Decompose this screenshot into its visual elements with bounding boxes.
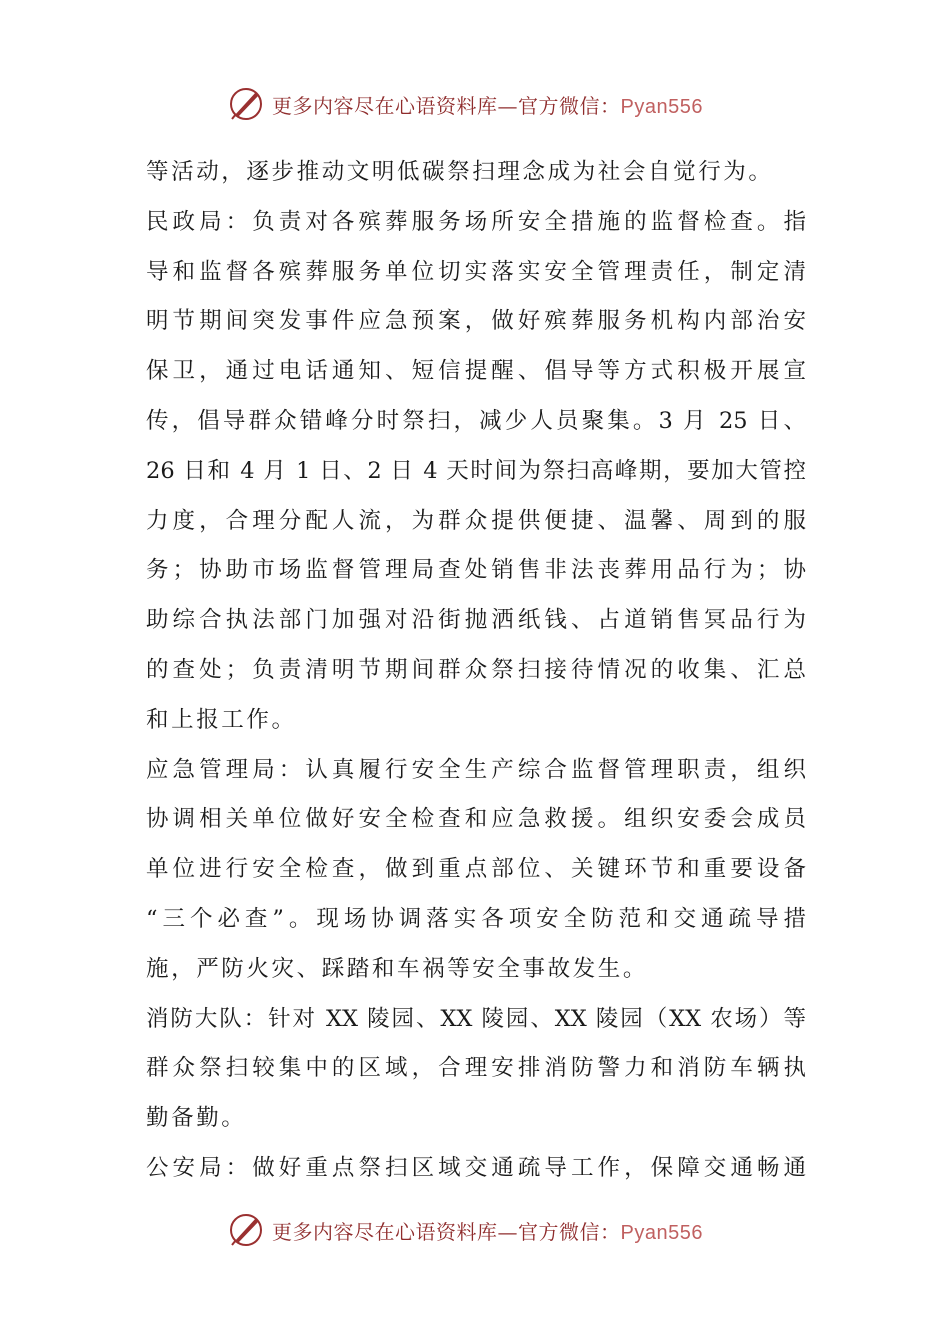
text-line: 协调相关单位做好安全检查和应急救援。组织安委会成员: [146, 806, 806, 833]
banner-text: [272, 90, 703, 119]
text-line: 和上报工作。: [146, 706, 297, 733]
wechat-id: Pyan556: [620, 95, 703, 118]
wechat-id: Pyan556: [620, 1221, 703, 1244]
banner-label: 更多内容尽在心语资料库—官方微信：: [272, 1219, 621, 1244]
text-line: “三个必查”。现场协调落实各项安全防范和交通疏导措: [146, 905, 806, 932]
text-line: 助综合执法部门加强对沿街抛洒纸钱、占道销售冥品行为: [146, 607, 806, 634]
text-line: 务；协助市场监督管理局查处销售非法丧葬用品行为；协: [146, 557, 806, 584]
document-body: [146, 148, 806, 1194]
text-line: 等活动，逐步推动文明低碳祭扫理念成为社会自觉行为。: [146, 159, 774, 185]
text-line: 26 日和 4 月 1 日、2 日 4 天时间为祭扫高峰期，要加大管控: [146, 457, 806, 484]
text-line: 的查处；负责清明节期间群众祭扫接待情况的收集、汇总: [146, 656, 806, 683]
text-line: 力度，合理分配人流，为群众提供便捷、温馨、周到的服: [146, 507, 806, 534]
text-line: 保卫，通过电话通知、短信提醒、倡导等方式积极开展宣: [146, 358, 806, 385]
text-line: 群众祭扫较集中的区域，合理安排消防警力和消防车辆执: [146, 1055, 806, 1082]
text-line: 传，倡导群众错峰分时祭扫，减少人员聚集。3 月 25 日、: [146, 407, 806, 434]
quill-pen-logo-icon: [226, 84, 266, 124]
banner-text: [272, 1216, 703, 1245]
quill-pen-logo-icon: [226, 1210, 266, 1250]
text-line: 公安局：做好重点祭扫区域交通疏导工作，保障交通畅通: [146, 1154, 806, 1181]
text-line: 应急管理局：认真履行安全生产综合监督管理职责，组织: [146, 756, 806, 783]
header-banner: [0, 84, 950, 124]
banner-label: 更多内容尽在心语资料库—官方微信：: [272, 93, 621, 118]
text-line: 明节期间突发事件应急预案，做好殡葬服务机构内部治安: [146, 308, 806, 335]
text-line: 民政局：负责对各殡葬服务场所安全措施的监督检查。指: [146, 208, 806, 235]
footer-banner: [0, 1210, 950, 1250]
text-line: 勤备勤。: [146, 1105, 247, 1132]
text-line: 导和监督各殡葬服务单位切实落实安全管理责任，制定清: [146, 258, 806, 285]
text-line: 消防大队：针对 XX 陵园、XX 陵园、XX 陵园（XX 农场）等: [146, 1005, 806, 1032]
text-line: 单位进行安全检查，做到重点部位、关键环节和重要设备: [146, 856, 806, 883]
text-line: 施，严防火灾、踩踏和车祸等安全事故发生。: [146, 955, 649, 982]
